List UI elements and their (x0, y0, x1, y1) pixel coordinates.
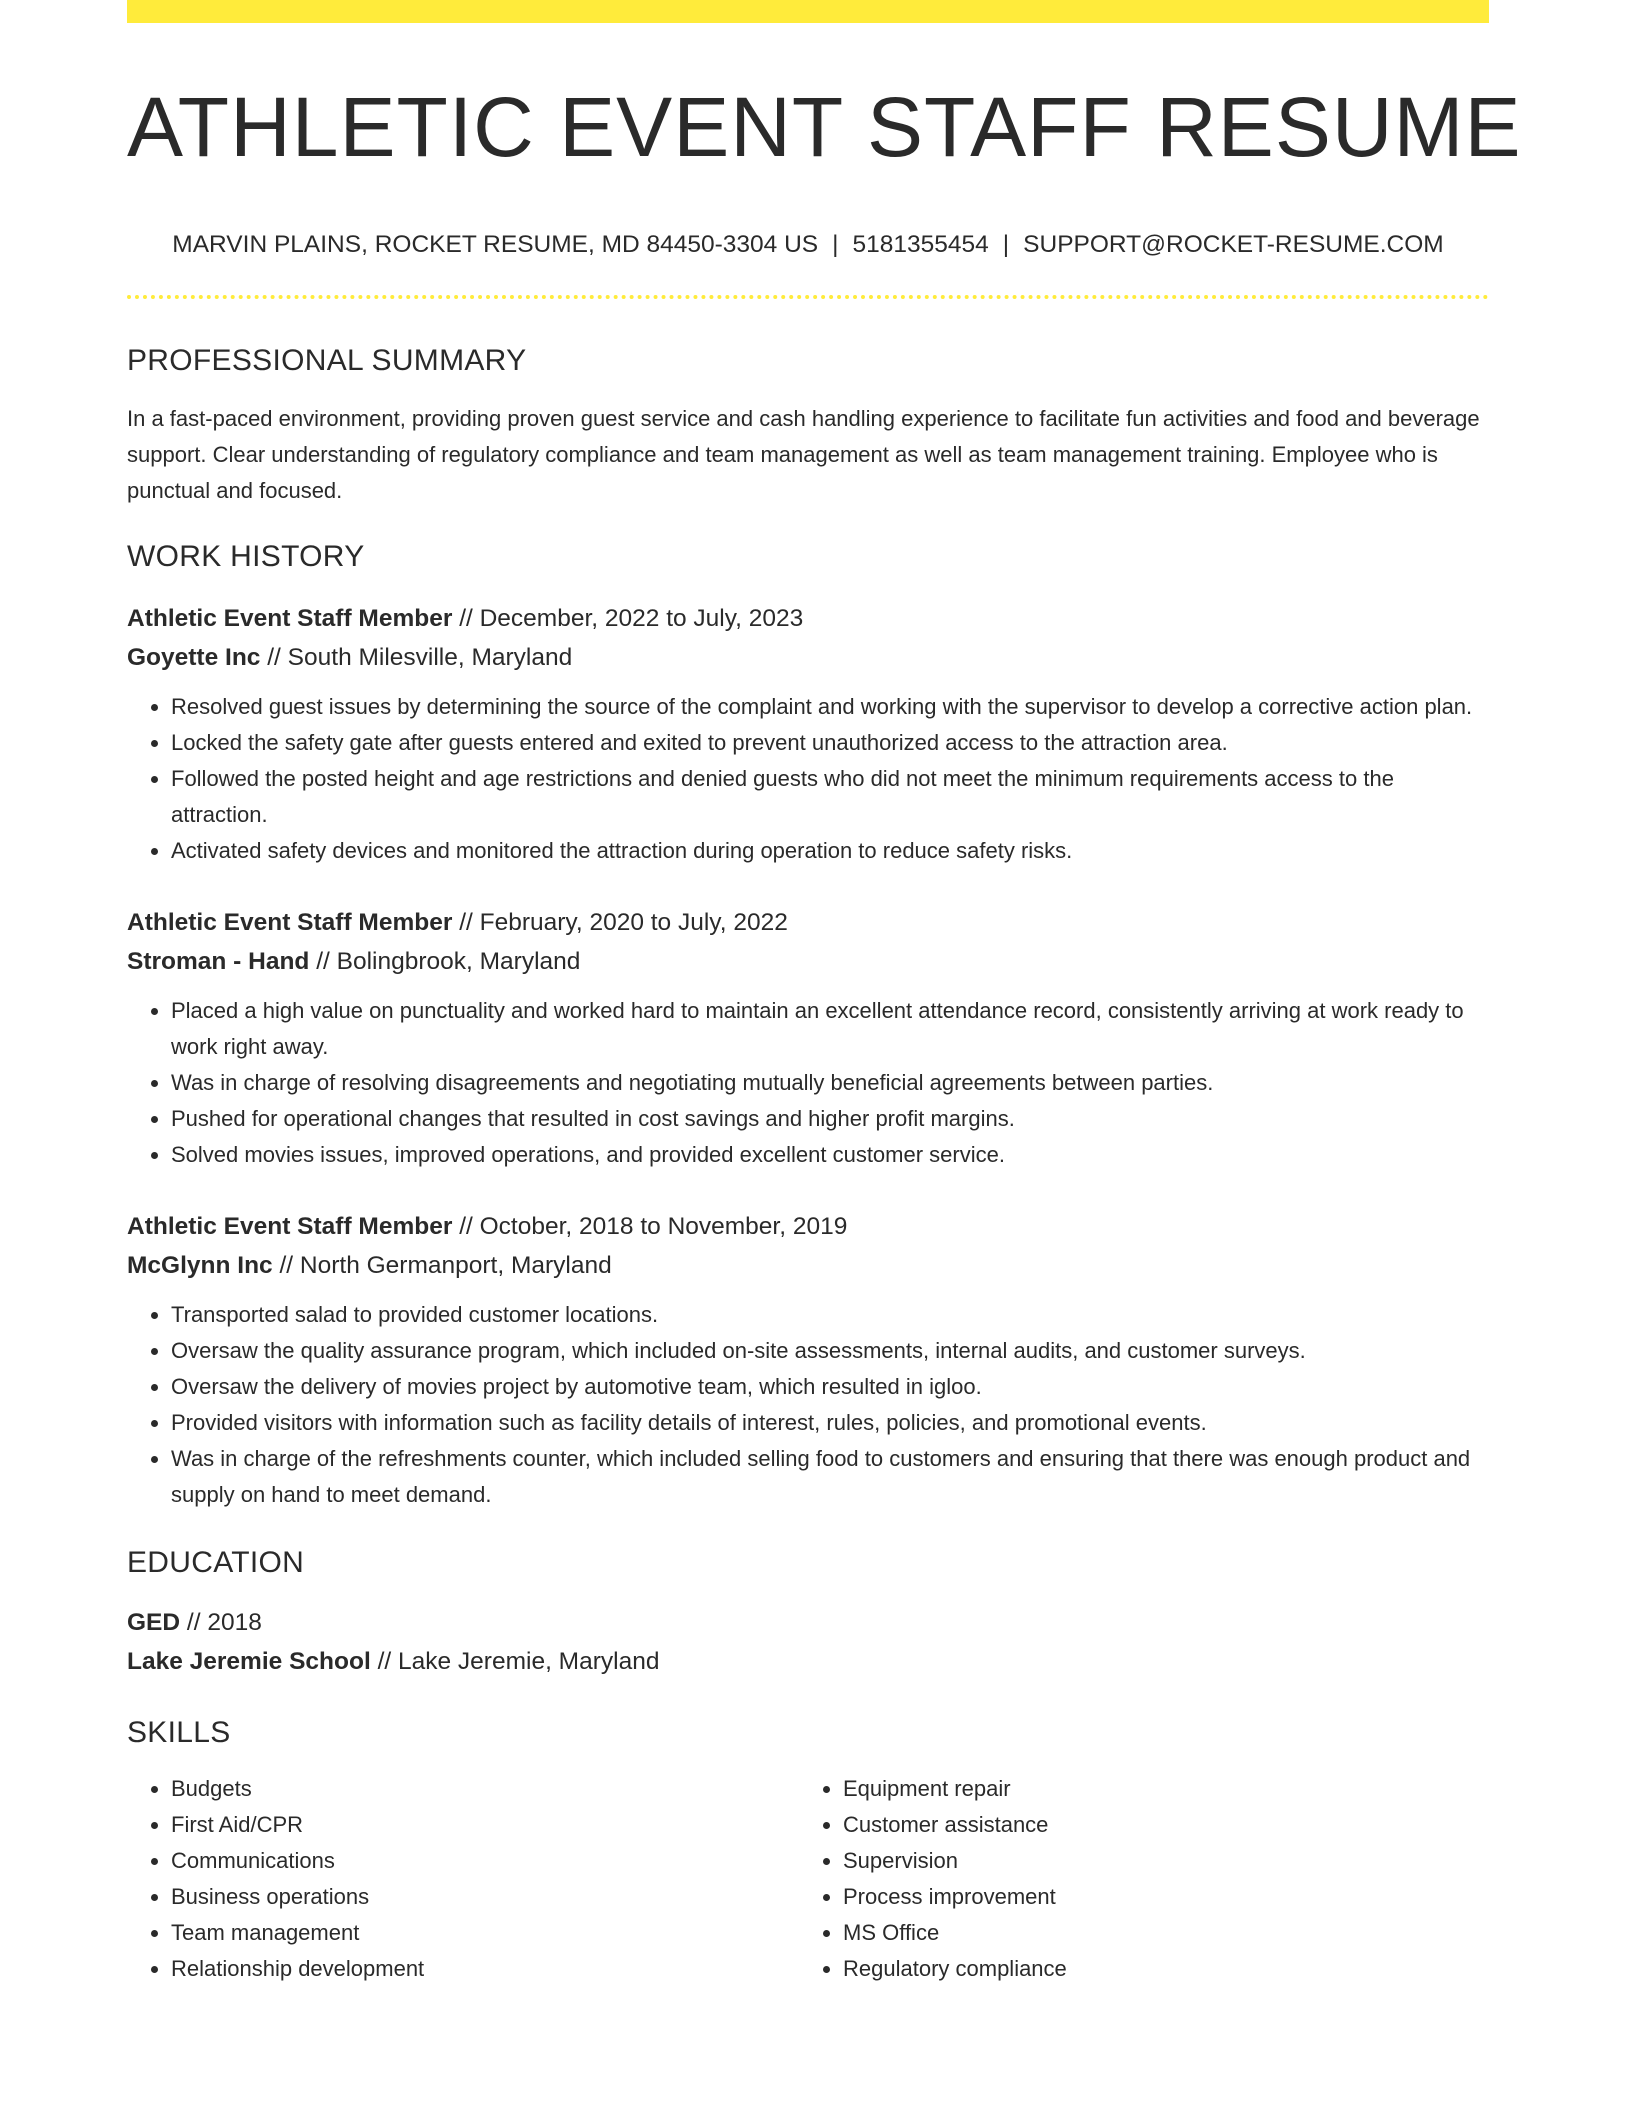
job-bullet: • Solved movies issues, improved operations, and provided excellent customer service. (171, 1137, 1489, 1173)
skill-item: • Supervision (843, 1843, 1471, 1879)
job-dates: // December, 2022 to July, 2023 (459, 605, 804, 633)
job-bullet: • Resolved guest issues by determining the source of the complaint and working with the supervisor to develop a corrective action plan. (171, 689, 1489, 725)
skills-grid (127, 1771, 1489, 1987)
skills-column-right (799, 1771, 1471, 1987)
job-company-line (127, 638, 1489, 677)
resume-title: ATHLETIC EVENT STAFF RESUME (127, 80, 1522, 174)
contact-address: MARVIN PLAINS, ROCKET RESUME, MD 84450-3304 US (172, 231, 819, 259)
education-heading: EDUCATION (127, 1546, 305, 1580)
skill-item: • First Aid/CPR (171, 1807, 799, 1843)
job-bullet: • Pushed for operational changes that resulted in cost savings and higher profit margins. (171, 1101, 1489, 1137)
job-dates: // October, 2018 to November, 2019 (459, 1213, 848, 1241)
job-bullet: • Oversaw the delivery of movies project by automotive team, which resulted in igloo. (171, 1369, 1489, 1405)
job-title-line (127, 1207, 1489, 1246)
education-degree-line (127, 1603, 1489, 1642)
skill-item: • Business operations (171, 1879, 799, 1915)
skill-item: • Equipment repair (843, 1771, 1471, 1807)
job-bullet: • Locked the safety gate after guests entered and exited to prevent unauthorized access to the attraction area. (171, 725, 1489, 761)
work-history-heading: WORK HISTORY (127, 540, 365, 574)
job-entry (127, 903, 1489, 1173)
job-bullet: • Transported salad to provided customer locations. (171, 1297, 1489, 1333)
job-bullets (127, 1297, 1489, 1513)
job-title: Athletic Event Staff Member (127, 605, 453, 633)
job-company-line (127, 942, 1489, 981)
job-bullet: • Placed a high value on punctuality and worked hard to maintain an excellent attendance record, consistently arriving at work ready to work right away. (171, 993, 1489, 1065)
skill-item: • Relationship development (171, 1951, 799, 1987)
contact-separator: | (1002, 231, 1010, 259)
skills-column-left (127, 1771, 799, 1987)
contact-line (127, 231, 1489, 259)
skill-item: • Team management (171, 1915, 799, 1951)
skill-item: • Communications (171, 1843, 799, 1879)
skill-item: • Regulatory compliance (843, 1951, 1471, 1987)
skill-item: • Customer assistance (843, 1807, 1471, 1843)
job-company: Goyette Inc (127, 644, 261, 672)
job-dates: // February, 2020 to July, 2022 (459, 909, 788, 937)
job-title-line (127, 599, 1489, 638)
summary-text: In a fast-paced environment, providing proven guest service and cash handling experience to facilitate fun activities and food and beverage support. Clear understanding of regulatory compliance and team management as well as team management training. Employee who is punctual and focused. (127, 406, 1480, 504)
job-location: // North Germanport, Maryland (279, 1252, 612, 1280)
education-degree: GED (127, 1609, 181, 1637)
skill-item: • Process improvement (843, 1879, 1471, 1915)
education-school-line (127, 1642, 1489, 1681)
job-bullet: • Oversaw the quality assurance program, which included on-site assessments, internal audits, and customer surveys. (171, 1333, 1489, 1369)
contact-separator: | (832, 231, 839, 259)
contact-email: SUPPORT@ROCKET-RESUME.COM (1023, 231, 1444, 259)
job-entry (127, 1207, 1489, 1513)
education-location: // Lake Jeremie, Maryland (377, 1648, 660, 1676)
job-bullets (127, 689, 1489, 869)
job-location: // South Milesville, Maryland (267, 644, 573, 672)
skill-item: • Budgets (171, 1771, 799, 1807)
resume-page (127, 0, 1522, 1987)
job-company-line (127, 1246, 1489, 1285)
accent-top-bar (127, 0, 1489, 23)
education-school: Lake Jeremie School (127, 1648, 371, 1676)
job-bullets (127, 993, 1489, 1173)
skill-item: • MS Office (843, 1915, 1471, 1951)
job-company: McGlynn Inc (127, 1252, 273, 1280)
education-year: // 2018 (186, 1609, 262, 1637)
job-location: // Bolingbrook, Maryland (316, 948, 581, 976)
dotted-divider (127, 295, 1489, 299)
job-bullet: • Was in charge of resolving disagreements and negotiating mutually beneficial agreements between parties. (171, 1065, 1489, 1101)
job-bullet: • Followed the posted height and age restrictions and denied guests who did not meet the minimum requirements access to the attraction. (171, 761, 1489, 833)
job-bullet: • Provided visitors with information such as facility details of interest, rules, policies, and promotional events. (171, 1405, 1489, 1441)
contact-phone: 5181355454 (852, 231, 989, 259)
education-entry (127, 1603, 1489, 1681)
job-title-line (127, 903, 1489, 942)
job-entry (127, 599, 1489, 869)
job-title: Athletic Event Staff Member (127, 909, 453, 937)
job-company: Stroman - Hand (127, 948, 310, 976)
job-bullet: • Was in charge of the refreshments counter, which included selling food to customers and ensuring that there was enough product and supply on hand to meet demand. (171, 1441, 1489, 1513)
summary-heading: PROFESSIONAL SUMMARY (127, 344, 527, 378)
skills-heading: SKILLS (127, 1716, 231, 1750)
job-title: Athletic Event Staff Member (127, 1213, 453, 1241)
job-bullet: • Activated safety devices and monitored the attraction during operation to reduce safety risks. (171, 833, 1489, 869)
